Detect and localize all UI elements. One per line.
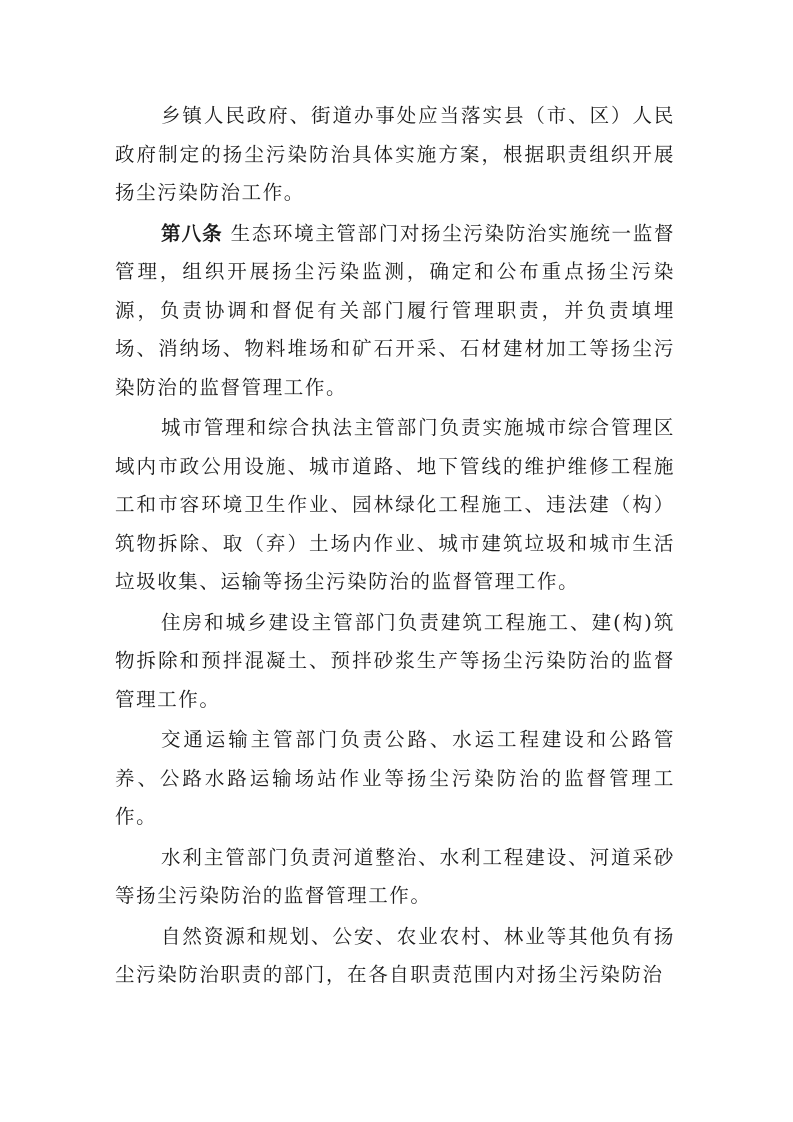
- paragraph-article-8: [115, 215, 675, 408]
- paragraph-text: 水利主管部门负责河道整治、水利工程建设、河道采砂等扬尘污染防治的监督管理工作。: [115, 845, 675, 907]
- paragraph-urban-management: [115, 409, 675, 602]
- paragraph-transportation: [115, 721, 675, 837]
- article-number: 第八条: [161, 221, 223, 245]
- paragraph-other-departments: [115, 918, 675, 995]
- paragraph-text: 乡镇人民政府、街道办事处应当落实县（市、区）人民政府制定的扬尘污染防治具体实施方案，根据职责组织开展扬尘污染防治工作。: [115, 104, 675, 204]
- paragraph-text: 住房和城乡建设主管部门负责建筑工程施工、建(构)筑物拆除和预拌混凝土、预拌砂浆生产等扬尘污染防治的监督管理工作。: [115, 610, 675, 711]
- paragraph-text: 交通运输主管部门负责公路、水运工程建设和公路管养、公路水路运输场站作业等扬尘污染防治的监督管理工作。: [115, 728, 675, 828]
- paragraph-water-resources: [115, 839, 675, 916]
- paragraph-text: 生态环境主管部门对扬尘污染防治实施统一监督管理，组织开展扬尘污染监测，确定和公布重点扬尘污染源，负责协调和督促有关部门履行管理职责，并负责填埋场、消纳场、物料堆场和矿石开采、石材建材加工等扬尘污染防治的监督管理工作。: [115, 221, 675, 399]
- paragraph-housing-construction: [115, 604, 675, 720]
- paragraph-township-duties: [115, 97, 675, 213]
- paragraph-text: 自然资源和规划、公安、农业农村、林业等其他负有扬尘污染防治职责的部门，在各自职责范围内对扬尘污染防治: [115, 924, 675, 986]
- document-body: [115, 97, 675, 997]
- paragraph-text: 城市管理和综合执法主管部门负责实施城市综合管理区域内市政公用设施、城市道路、地下管线的维护维修工程施工和市容环境卫生作业、园林绿化工程施工、违法建（构）筑物拆除、取（弃）土场内作业、城市建筑垃圾和城市生活垃圾收集、运输等扬尘污染防治的监督管理工作。: [115, 416, 675, 593]
